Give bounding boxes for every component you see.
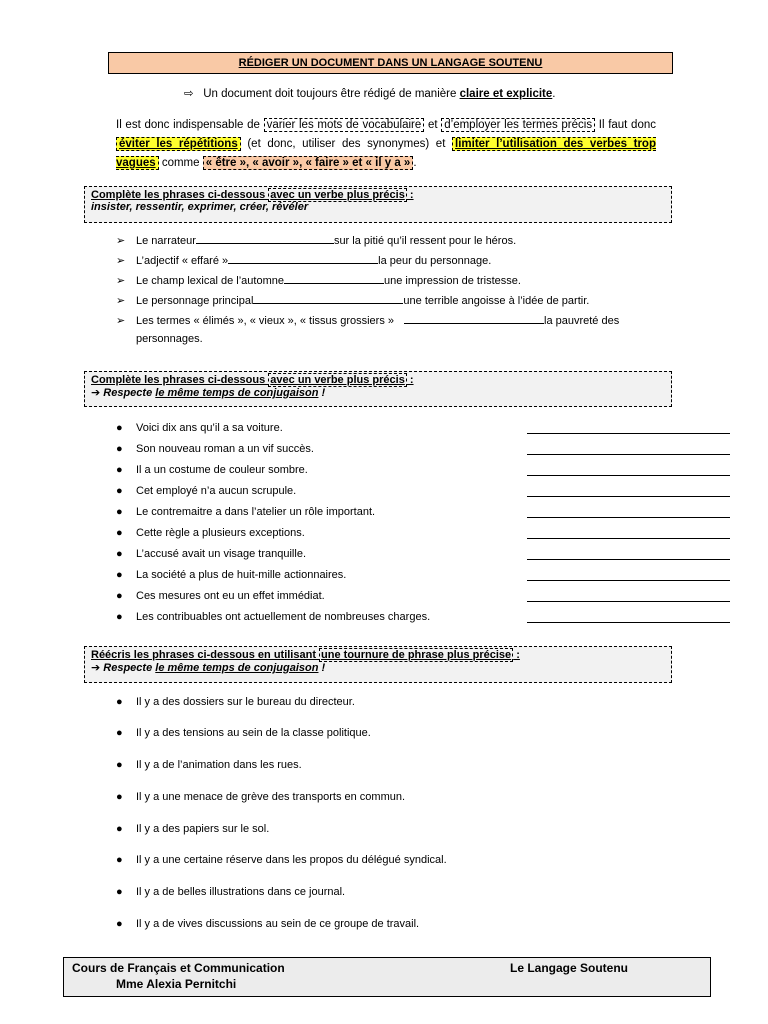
item-text: Il y a des tensions au sein de la classe politique.: [136, 727, 371, 739]
answer-blank[interactable]: [253, 293, 403, 304]
para-text: Il faut donc: [595, 119, 656, 131]
answer-line[interactable]: [527, 517, 730, 518]
bullet-arrow-icon: ➢: [116, 235, 126, 247]
list-item: [116, 233, 516, 247]
item-text: Il y a de belles illustrations dans ce journal.: [136, 886, 346, 898]
para-boxed-term: varier les mots de vocabulaire: [264, 118, 425, 132]
list-item: [116, 443, 314, 455]
answer-blank[interactable]: [228, 253, 378, 264]
instruction-emphasis: le même temps de conjugaison: [155, 387, 319, 399]
bullet-arrow-icon: ➢: [116, 255, 126, 267]
list-item: [116, 485, 296, 497]
list-item: [116, 590, 325, 602]
para-highlight: limiter l’utilisation des verbes trop vagues: [116, 138, 656, 169]
item-text: Son nouveau roman a un vif succès.: [136, 443, 314, 455]
answer-blank[interactable]: [404, 313, 544, 324]
list-item: [116, 293, 589, 307]
item-text: Il y a une certaine réserve dans les propos du délégué syndical.: [136, 854, 447, 866]
list-item: [116, 273, 521, 287]
item-text: Le personnage principal: [136, 295, 254, 307]
list-item: [116, 527, 305, 539]
bullet-icon: ●: [116, 569, 123, 581]
answer-line[interactable]: [527, 496, 730, 497]
list-item: [116, 548, 306, 560]
bullet-icon: ●: [116, 696, 123, 708]
para-text: (et donc, utiliser des synonymes) et: [240, 138, 453, 150]
intro-paragraph: [116, 116, 656, 173]
bullet-icon: ●: [116, 854, 123, 866]
arrow-right-icon: ➔: [91, 662, 101, 674]
answer-blank[interactable]: [284, 273, 384, 284]
item-text: la pauvreté des: [544, 315, 620, 327]
list-item: [116, 611, 430, 623]
arrow-right-icon: ➔: [91, 387, 101, 399]
answer-line[interactable]: [527, 622, 730, 623]
intro-line: [184, 86, 555, 100]
section-header-boxed: avec un verbe plus précis: [270, 374, 405, 386]
footer-topic: Le Langage Soutenu: [510, 961, 629, 975]
list-item-continued: personnages.: [136, 333, 203, 345]
list-item: [116, 569, 346, 581]
bullet-icon: ●: [116, 886, 123, 898]
para-text: comme: [158, 157, 203, 169]
item-text: Il y a des dossiers sur le bureau du directeur.: [136, 696, 355, 708]
item-text: Il y a des papiers sur le sol.: [136, 823, 270, 835]
bullet-icon: ●: [116, 791, 123, 803]
section3-header: [84, 646, 672, 683]
bullet-arrow-icon: ➢: [116, 315, 126, 327]
para-verbs: « être », « avoir », « faire » et « il y a »: [203, 156, 414, 170]
section-header-text: :: [406, 189, 414, 201]
instruction-text: !: [318, 662, 326, 674]
list-item: [116, 886, 345, 898]
section1-header: [84, 186, 672, 223]
list-item: [116, 464, 308, 476]
bullet-icon: ●: [116, 485, 123, 497]
section-header-text: Complète les phrases ci-dessous: [91, 374, 269, 386]
bullet-arrow-icon: ➢: [116, 295, 126, 307]
para-text: .: [413, 157, 417, 169]
item-text: L’adjectif « effaré »: [136, 255, 229, 267]
bullet-icon: ●: [116, 443, 123, 455]
list-item: [116, 506, 375, 518]
list-item: [116, 696, 355, 708]
intro-end: .: [552, 88, 556, 100]
answer-line[interactable]: [527, 433, 730, 434]
bullet-arrow-icon: ➢: [116, 275, 126, 287]
section-header-text: :: [406, 374, 414, 386]
item-text: Les contribuables ont actuellement de nombreuses charges.: [136, 611, 431, 623]
answer-line[interactable]: [527, 559, 730, 560]
list-item: [116, 918, 419, 930]
item-text: Cet employé n’a aucun scrupule.: [136, 485, 297, 497]
item-text: L’accusé avait un visage tranquille.: [136, 548, 306, 560]
item-text: Le champ lexical de l’automne: [136, 275, 284, 287]
list-item: [116, 313, 619, 327]
answer-blank[interactable]: [196, 233, 334, 244]
bullet-icon: ●: [116, 823, 123, 835]
item-text: Le narrateur: [136, 235, 196, 247]
bullet-icon: ●: [116, 611, 123, 623]
bullet-icon: ●: [116, 506, 123, 518]
instruction-text: Respecte: [103, 662, 156, 674]
list-item: [116, 854, 447, 866]
item-text: Voici dix ans qu’il a sa voiture.: [136, 422, 283, 434]
item-text: Le contremaitre a dans l’atelier un rôle important.: [136, 506, 376, 518]
footer-author: Mme Alexia Pernitchi: [116, 977, 237, 991]
instruction-text: Respecte: [103, 387, 156, 399]
answer-line[interactable]: [527, 601, 730, 602]
intro-emphasis: claire et explicite: [459, 88, 553, 100]
answer-line[interactable]: [527, 475, 730, 476]
section-header-text: Réécris les phrases ci-dessous en utilisant: [91, 649, 320, 661]
instruction-text: !: [318, 387, 326, 399]
item-text: Il y a une menace de grève des transports en commun.: [136, 791, 406, 803]
word-bank: insister, ressentir, exprimer, créer, révéler: [91, 201, 309, 213]
section2-header: [84, 371, 672, 407]
answer-line[interactable]: [527, 454, 730, 455]
para-highlight: éviter les répétitions: [116, 137, 241, 151]
bullet-icon: ●: [116, 527, 123, 539]
para-boxed-term: d’employer les termes précis: [441, 118, 595, 132]
item-text: Cette règle a plusieurs exceptions.: [136, 527, 305, 539]
list-item: [116, 823, 269, 835]
section-header-boxed: une tournure de phrase plus précise: [321, 649, 512, 661]
item-text: La société a plus de huit-mille actionnaires.: [136, 569, 347, 581]
item-text: Il y a de l’animation dans les rues.: [136, 759, 302, 771]
list-item: [116, 791, 405, 803]
bullet-icon: ●: [116, 759, 123, 771]
bullet-icon: ●: [116, 590, 123, 602]
item-text: sur la pitié qu’il ressent pour le héros.: [333, 235, 517, 247]
answer-line[interactable]: [527, 538, 730, 539]
section-header-text: Complète les phrases ci-dessous: [91, 189, 269, 201]
bullet-icon: ●: [116, 727, 123, 739]
intro-text: Un document doit toujours être rédigé de manière: [203, 88, 460, 100]
item-text: Il a un costume de couleur sombre.: [136, 464, 308, 476]
bullet-icon: ●: [116, 422, 123, 434]
answer-line[interactable]: [527, 580, 730, 581]
item-text: une terrible angoisse à l’idée de partir.: [403, 295, 590, 307]
item-text: Il y a de vives discussions au sein de ce groupe de travail.: [136, 918, 420, 930]
para-text: et: [424, 119, 442, 131]
arrow-icon: ⇨: [184, 88, 194, 100]
page-footer: [63, 957, 711, 997]
section-header-boxed: avec un verbe plus précis: [270, 189, 405, 201]
bullet-icon: ●: [116, 918, 123, 930]
page-title: RÉDIGER UN DOCUMENT DANS UN LANGAGE SOUTENU: [108, 52, 673, 74]
list-item: [116, 253, 491, 267]
footer-course: Cours de Français et Communication: [72, 961, 285, 975]
bullet-icon: ●: [116, 464, 123, 476]
item-text: Ces mesures ont eu un effet immédiat.: [136, 590, 325, 602]
section-header-text: :: [513, 649, 520, 661]
list-item: [116, 422, 283, 434]
instruction-emphasis: le même temps de conjugaison: [155, 662, 319, 674]
item-text: Les termes « élimés », « vieux », « tissus grossiers »: [136, 315, 394, 327]
list-item: [116, 759, 302, 771]
bullet-icon: ●: [116, 548, 123, 560]
item-text: la peur du personnage.: [378, 255, 492, 267]
item-text: une impression de tristesse.: [383, 275, 521, 287]
list-item: [116, 727, 371, 739]
para-text: Il est donc indispensable de: [116, 119, 264, 131]
